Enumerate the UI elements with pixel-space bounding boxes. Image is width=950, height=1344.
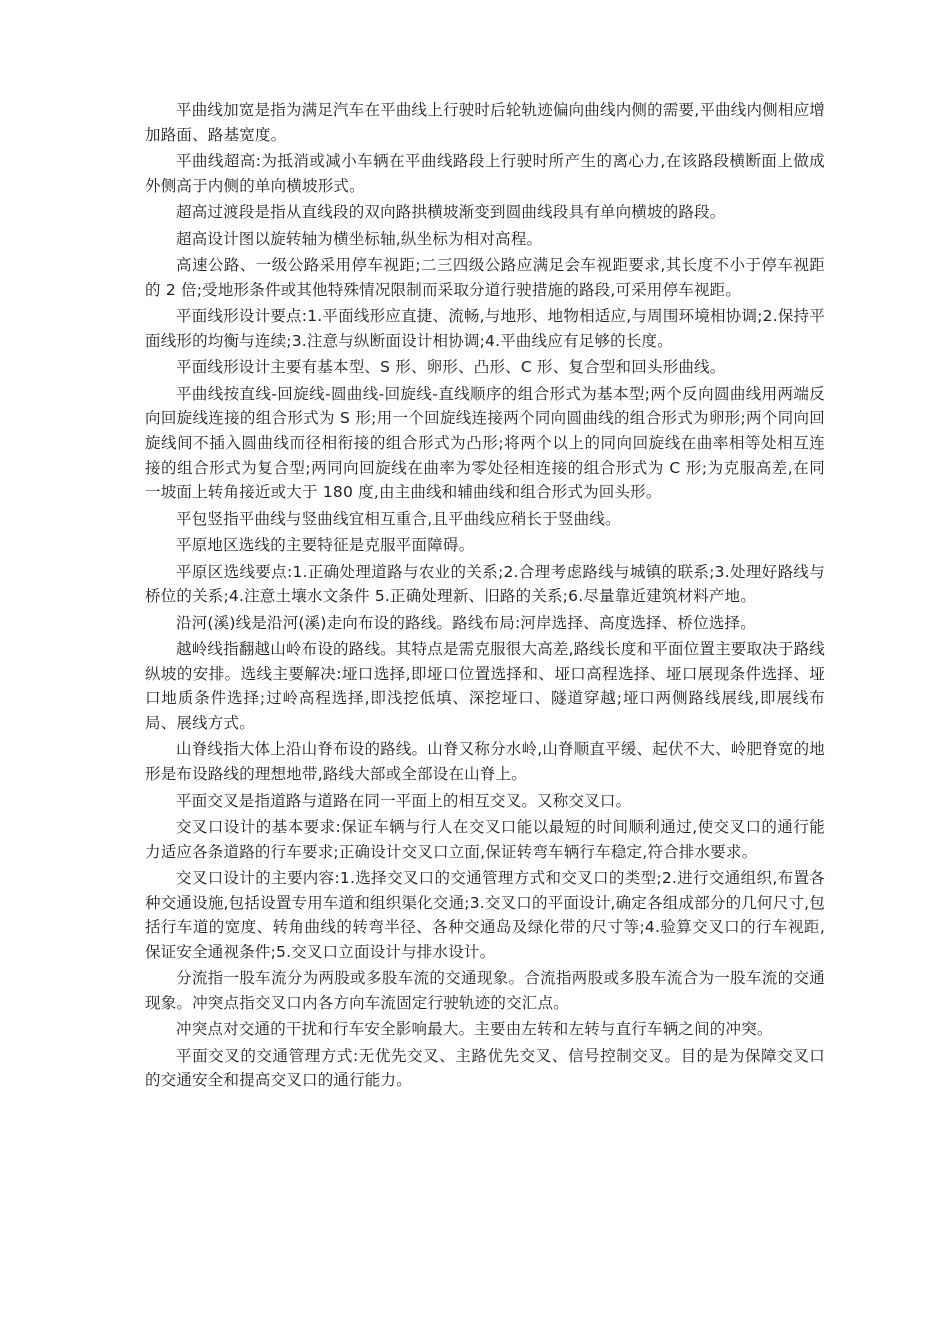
paragraph: 超高设计图以旋转轴为横坐标轴,纵坐标为相对高程。 bbox=[176, 229, 543, 248]
paragraph: 山脊线指大体上沿山脊布设的路线。山脊又称分水岭,山脊顺直平缓、起伏不大、岭肥脊宽的地形是布设路线的理想地带,路线大部或全部设在山脊上。 bbox=[145, 740, 825, 784]
paragraph: 高速公路、一级公路采用停车视距;二三四级公路应满足会车视距要求,其长度不小于停车视距的 2 倍;受地形条件或其他特殊情况限制而采取分道行驶措施的路段,可采用停车视距。 bbox=[145, 256, 825, 299]
paragraph: 交叉口设计的基本要求:保证车辆与行人在交叉口能以最短的时间顺利通过,使交叉口的通行能力适应各条道路的行车要求;正确设计交叉口立面,保证转弯车辆行车稳定,符合排水要求。 bbox=[145, 817, 825, 861]
paragraph: 平面交叉的交通管理方式:无优先交叉、主路优先交叉、信号控制交叉。目的是为保障交叉口的交通安全和提高交叉口的通行能力。 bbox=[145, 1046, 825, 1090]
paragraph: 平原地区选线的主要特征是克服平面障碍。 bbox=[176, 536, 475, 555]
paragraph: 平原区选线要点:1.正确处理道路与农业的关系;2.合理考虑路线与城镇的联系;3.处理好路线与桥位的关系;4.注意土壤水文条件 5.正确处理新、旧路的关系;6.尽量靠近建筑材料产地。 bbox=[145, 562, 825, 606]
paragraph: 平面交叉是指道路与道路在同一平面上的相互交叉。又称交叉口。 bbox=[176, 791, 632, 810]
document-body bbox=[145, 98, 825, 1095]
paragraph: 超高过渡段是指从直线段的双向路拱横坡渐变到圆曲线段具有单向横坡的路段。 bbox=[176, 203, 726, 222]
paragraph: 平包竖指平曲线与竖曲线宜相互重合,且平曲线应稍长于竖曲线。 bbox=[176, 509, 621, 528]
paragraph: 沿河(溪)线是沿河(溪)走向布设的路线。路线布局:河岸选择、高度选择、桥位选择。 bbox=[176, 613, 756, 632]
paragraph: 冲突点对交通的干扰和行车安全影响最大。主要由左转和左转与直行车辆之间的冲突。 bbox=[176, 1020, 773, 1039]
paragraph: 平曲线加宽是指为满足汽车在平曲线上行驶时后轮轨迹偏向曲线内侧的需要,平曲线内侧相应增加路面、路基宽度。 bbox=[145, 101, 825, 144]
paragraph: 交叉口设计的主要内容:1.选择交叉口的交通管理方式和交叉口的类型;2.进行交通组织,布置各种交通设施,包括设置专用车道和组织渠化交通;3.交叉口的平面设计,确定各组成部分的几何尺寸,包括行车道的宽度、转角曲线的转弯半径、各种交通岛及绿化带的尺寸等;4.验算交叉口的行车视距,保证安全通视条件;5.交叉口立面设计与排水设计。 bbox=[145, 869, 825, 961]
paragraph: 平曲线超高:为抵消或减小车辆在平曲线路段上行驶时所产生的离心力,在该路段横断面上做成外侧高于内侧的单向横坡形式。 bbox=[145, 152, 825, 195]
paragraph: 越岭线指翻越山岭布设的路线。其特点是需克服很大高差,路线长度和平面位置主要取决于路线纵坡的安排。选线主要解决:垭口选择,即垭口位置选择和、垭口高程选择、垭口展现条件选择、垭口地质条件选择;过岭高程选择,即浅挖低填、深挖垭口、隧道穿越;垭口两侧路线展线,即展线布局、展线方式。 bbox=[145, 640, 825, 732]
paragraph: 平曲线按直线-回旋线-圆曲线-回旋线-直线顺序的组合形式为基本型;两个反向圆曲线用两端反向回旋线连接的组合形式为 S 形;用一个回旋线连接两个同向圆曲线的组合形式为卵形;两个同向回旋线间不插入圆曲线而径相衔接的组合形式为凸形;将两个以上的同向回旋线在曲率相等处相互连接的组合形式为复合型;两同向回旋线在曲率为零处径相连接的组合形式为 C 形;为克服高差,在同一坡面上转角接近或大于 180 度,由主曲线和辅曲线和组合形式为回头形。 bbox=[145, 384, 825, 502]
paragraph: 平面线形设计主要有基本型、S 形、卵形、凸形、C 形、复合型和回头形曲线。 bbox=[176, 358, 726, 377]
paragraph: 平面线形设计要点:1.平面线形应直捷、流畅,与地形、地物相适应,与周围环境相协调;2.保持平面线形的均衡与连续;3.注意与纵断面设计相协调;4.平曲线应有足够的长度。 bbox=[145, 307, 825, 350]
paragraph: 分流指一股车流分为两股或多股车流的交通现象。合流指两股或多股车流合为一股车流的交通现象。冲突点指交叉口内各方向车流固定行驶轨迹的交汇点。 bbox=[145, 969, 825, 1012]
